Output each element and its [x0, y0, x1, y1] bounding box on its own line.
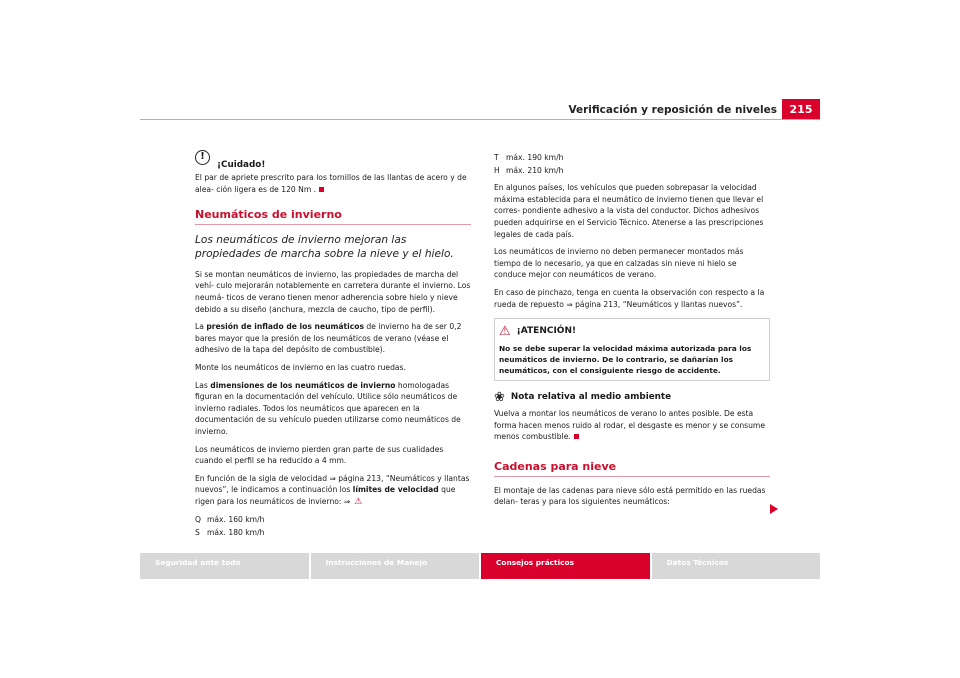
attention-heading [499, 325, 765, 338]
exclamation-icon: ! [195, 150, 210, 165]
paragraph: En algunos países, los vehículos que pueden sobrepasar la velocidad máxima establecida para el neumático de invierno tienen que llevar el corres- pondiente adhesivo a la vista del conductor. Dichos adhesivos pueden adquirirse en el Servicio Técnico. Atenerse a las prescripciones legales de cada país. [494, 183, 764, 239]
caution-title: ¡Cuidado! [217, 160, 266, 170]
caution-heading [195, 150, 471, 170]
page-number: 215 [782, 99, 820, 119]
warning-triangle-icon[interactable]: ⚠ [354, 496, 363, 507]
tab-operating-instructions[interactable]: Instrucciones de Manejo [311, 553, 480, 579]
paragraph: Monte los neumáticos de invierno en las cuatro ruedas. [195, 362, 406, 372]
paragraph: Si se montan neumáticos de invierno, las propiedades de marcha del vehí- culo mejorarán notablemente en carretera durante el invierno. Los neumá- ticos de verano tienen menor adherencia sobre hielo y nieve debido a su diseño (anchura, mezcla de caucho, tipo de perfil). [195, 269, 471, 314]
header-rule [140, 119, 820, 120]
paragraph: Los neumáticos de invierno no deben permanecer montados más tiempo de lo necesario, ya que en calzadas sin nieve ni hielo se conduce mejor con neumáticos de verano. [494, 247, 744, 280]
paragraph: En función de la sigla de velocidad ⇒ página 213, “Neumáticos y llantas nuevos”, le indicamos a continuación los límites de velocidad que rigen para los neumáticos de invierno: ⇒ ⚠ [195, 473, 470, 507]
speed-row: S máx. 180 km/h [195, 528, 265, 538]
paragraph: En caso de pinchazo, tenga en cuenta la observación con respecto a la rueda de repuesto ⇒ página 213, “Neumáticos y llantas nuevos”. [494, 287, 765, 309]
paragraph: Los neumáticos de invierno pierden gran parte de sus cualidades cuando el perfil se ha reducido a 4 mm. [195, 444, 444, 466]
attention-title: ¡ATENCIÓN! [516, 326, 577, 337]
tab-practical-tips[interactable]: Consejos prácticos [481, 553, 650, 579]
attention-box [494, 318, 770, 381]
paragraph: Las dimensiones de los neumáticos de invierno homologadas figuran en la documentación del vehículo. Utilice sólo neumáticos de invierno radiales. Todos los neumáticos que aparecen en la documentación de su vehículo pueden utilizarse como neumáticos de invierno. [195, 380, 461, 436]
tab-technical-data[interactable]: Datos Técnicos [652, 553, 821, 579]
paragraph: El montaje de las cadenas para nieve sólo está permitido en las ruedas delan- teras y para los siguientes neumáticos: [494, 485, 766, 507]
section-subhead: Los neumáticos de invierno mejoran las propiedades de marcha sobre la nieve y el hielo. [195, 233, 454, 260]
end-mark-icon [319, 187, 324, 192]
warning-triangle-icon: ⚠ [499, 324, 511, 340]
paragraph: La presión de inflado de los neumáticos de invierno ha de ser 0,2 bares mayor que la presión de los neumáticos de verano (véase el adhesivo de la tapa del depósito de combustible). [195, 322, 462, 355]
speed-row: Q máx. 160 km/h [195, 515, 265, 525]
tab-safety[interactable]: Seguridad ante todo [140, 553, 309, 579]
environment-title: Nota relativa al medio ambiente [510, 391, 672, 402]
attention-text: No se debe superar la velocidad máxima autorizada para los neumáticos de invierno. De lo contrario, se dañarían los neumáticos, con el consiguiente riesgo de accidente. [499, 344, 752, 376]
footer-nav [140, 553, 820, 579]
section-title-snow-chains: Cadenas para nieve [494, 461, 770, 477]
left-column [195, 150, 471, 540]
speed-row: T máx. 190 km/h [494, 153, 564, 162]
section-title-winter-tyres: Neumáticos de invierno [195, 209, 471, 225]
environment-heading [494, 391, 770, 404]
speed-row: H máx. 210 km/h [494, 165, 564, 175]
next-page-arrow-icon[interactable] [770, 504, 778, 514]
flower-icon: ❀ [494, 390, 505, 406]
caution-text: El par de apriete prescrito para los tornillos de las llantas de acero y de alea- ción ligera es de 120 Nm . [195, 173, 467, 194]
end-mark-icon [574, 434, 579, 439]
right-column [494, 152, 770, 514]
environment-text: Vuelva a montar los neumáticos de verano lo antes posible. De esta forma hacen menos ruido al rodar, el desgaste es menor y se consume menos combustible. [494, 409, 766, 442]
header-title: Verificación y reposición de niveles [568, 104, 777, 116]
